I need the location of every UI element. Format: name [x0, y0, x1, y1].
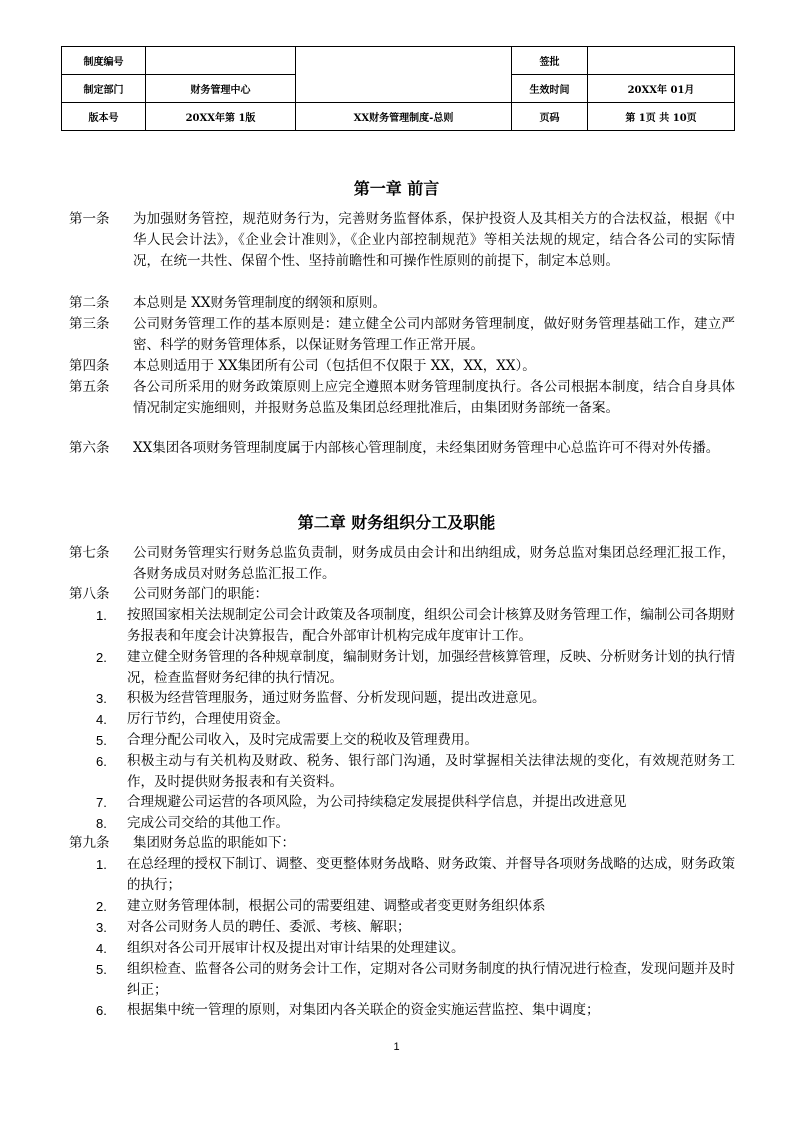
article-number: 第八条: [69, 586, 110, 602]
list-item-text: 积极主动与有关机构及财政、税务、银行部门沟通，及时掌握相关法律法规的变化，有效规范财务工作，及时提供财务报表和有关资料。: [127, 753, 735, 790]
label-approval: 签批: [512, 47, 588, 75]
list-item: [96, 688, 735, 709]
list-item: [96, 896, 735, 917]
label-doc-number: 制度编号: [62, 47, 146, 75]
list-item: [96, 917, 735, 938]
chapter-1-title: 第一章 前言: [353, 179, 440, 198]
value-version: 20XX年第 1版: [146, 103, 296, 131]
article-text: 公司财务管理实行财务总监负责制，财务成员由会计和出纳组成，财务总监对集团总经理汇报工作，各财务成员对财务总监汇报工作。: [133, 545, 735, 582]
article-number: 第七条: [69, 545, 110, 561]
list-item-text: 组织对各公司开展审计权及提出对审计结果的处理建议。: [127, 940, 465, 956]
label-version: 版本号: [62, 103, 146, 131]
list-item-number: 2.: [96, 650, 107, 665]
article-9: [69, 833, 735, 854]
article-text: 公司财务部门的职能：: [133, 586, 268, 602]
article-5: [69, 377, 735, 419]
list-item: [96, 938, 735, 959]
article-4: [69, 356, 735, 377]
article-text: 集团财务总监的职能如下：: [133, 835, 295, 851]
list-item-text: 按照国家相关法规制定公司会计政策及各项制度，组织公司会计核算及财务管理工作，编制公司各期财务报表和年度会计决算报告，配合外部审计机构完成年度审计工作。: [127, 607, 735, 644]
list-item-number: 5.: [96, 733, 107, 748]
list-item: [96, 854, 735, 896]
list-item-number: 1.: [96, 608, 107, 623]
value-department: 财务管理中心: [146, 75, 296, 103]
list-item-number: 3.: [96, 920, 107, 935]
header-row-3: [62, 103, 735, 131]
article-number: 第五条: [69, 379, 110, 395]
header-blank-cell: [296, 47, 512, 103]
list-item-text: 完成公司交给的其他工作。: [127, 815, 289, 831]
list-item-number: 2.: [96, 899, 107, 914]
article-text: 本总则是 XX财务管理制度的纲领和原则。: [133, 295, 387, 311]
value-effective-date: 20XX年 01月: [588, 75, 735, 103]
list-item-number: 5.: [96, 962, 107, 977]
list-item-text: 合理分配公司收入，及时完成需要上交的税收及管理费用。: [127, 732, 478, 748]
article-number: 第九条: [69, 835, 110, 851]
list-item: [96, 1000, 735, 1021]
list-item-text: 组织检查、监督各公司的财务会计工作，定期对各公司财务制度的执行情况进行检查，发现问题并及时纠正；: [127, 961, 735, 998]
chapter-2-title: 第二章 财务组织分工及职能: [297, 513, 496, 532]
list-item: [96, 730, 735, 751]
list-item: [96, 605, 735, 647]
list-item: [96, 959, 735, 1001]
list-item-text: 对各公司财务人员的聘任、委派、考核、解职；: [127, 919, 411, 935]
value-page: 第 1页 共 10页: [588, 103, 735, 131]
list-item-number: 7.: [96, 795, 107, 810]
list-item-number: 6.: [96, 754, 107, 769]
label-effective-date: 生效时间: [512, 75, 588, 103]
label-page: 页码: [512, 103, 588, 131]
article-text: 公司财务管理工作的基本原则是：建立健全公司内部财务管理制度，做好财务管理基础工作，建立严密、科学的财务管理体系，以保证财务管理工作正常开展。: [133, 316, 735, 353]
label-department: 制定部门: [62, 75, 146, 103]
list-item: [96, 751, 735, 793]
value-approval: [588, 47, 735, 75]
article-6: [69, 438, 735, 459]
article-number: 第四条: [69, 358, 110, 374]
list-item-number: 4.: [96, 941, 107, 956]
list-item-number: 4.: [96, 712, 107, 727]
list-item-number: 1.: [96, 857, 107, 872]
list-item-number: 3.: [96, 691, 107, 706]
article-text: 各公司所采用的财务政策原则上应完全遵照本财务管理制度执行。各公司根据本制度，结合自身具体情况制定实施细则，并报财务总监及集团总经理批准后，由集团财务部统一备案。: [133, 379, 735, 416]
article-8: [69, 584, 735, 605]
article-text: XX集团各项财务管理制度属于内部核心管理制度，未经集团财务管理中心总监许可不得对外传播。: [133, 440, 720, 456]
document-title: XX财务管理制度-总则: [296, 103, 512, 131]
list-item-text: 建立健全财务管理的各种规章制度，编制财务计划，加强经营核算管理，反映、分析财务计划的执行情况，检查监督财务纪律的执行情况。: [127, 649, 735, 686]
article-number: 第六条: [69, 440, 110, 456]
list-item: [96, 647, 735, 689]
value-doc-number: [146, 47, 296, 75]
article-3: [69, 314, 735, 356]
list-item-number: 8.: [96, 816, 107, 831]
page-number: 1: [393, 1041, 400, 1053]
list-item: [96, 792, 735, 813]
header-info-table: [61, 46, 735, 131]
list-item-number: 6.: [96, 1003, 107, 1018]
article-2: [69, 293, 735, 314]
article-number: 第二条: [69, 295, 110, 311]
list-item: [96, 813, 735, 834]
list-item-text: 建立财务管理体制，根据公司的需要组建、调整或者变更财务组织体系: [127, 898, 546, 914]
article-7: [69, 543, 735, 585]
article-number: 第三条: [69, 316, 110, 332]
article-text: 本总则适用于 XX集团所有公司（包括但不仅限于 XX，XX，XX）。: [133, 358, 536, 374]
list-item-text: 积极为经营管理服务，通过财务监督、分析发现问题，提出改进意见。: [127, 690, 546, 706]
article-number: 第一条: [69, 211, 110, 227]
list-item-text: 合理规避公司运营的各项风险，为公司持续稳定发展提供科学信息，并提出改进意见: [127, 794, 627, 810]
list-item-text: 在总经理的授权下制订、调整、变更整体财务战略、财务政策、并督导各项财务战略的达成，财务政策的执行；: [127, 856, 735, 893]
article-text: 为加强财务管控，规范财务行为，完善财务监督体系，保护投资人及其相关方的合法权益，根据《中华人民会计法》，《企业会计准则》，《企业内部控制规范》等相关法规的规定，结合各公司的实际情况，在统一共性、保留个性、坚持前瞻性和可操作性原则的前提下，制定本总则。: [133, 211, 735, 269]
list-item-text: 厉行节约，合理使用资金。: [127, 711, 289, 727]
list-item-text: 根据集中统一管理的原则，对集团内各关联企的资金实施运营监控、集中调度；: [127, 1002, 600, 1018]
article-1: [69, 209, 735, 272]
header-row-1: [62, 47, 735, 75]
list-item: [96, 709, 735, 730]
